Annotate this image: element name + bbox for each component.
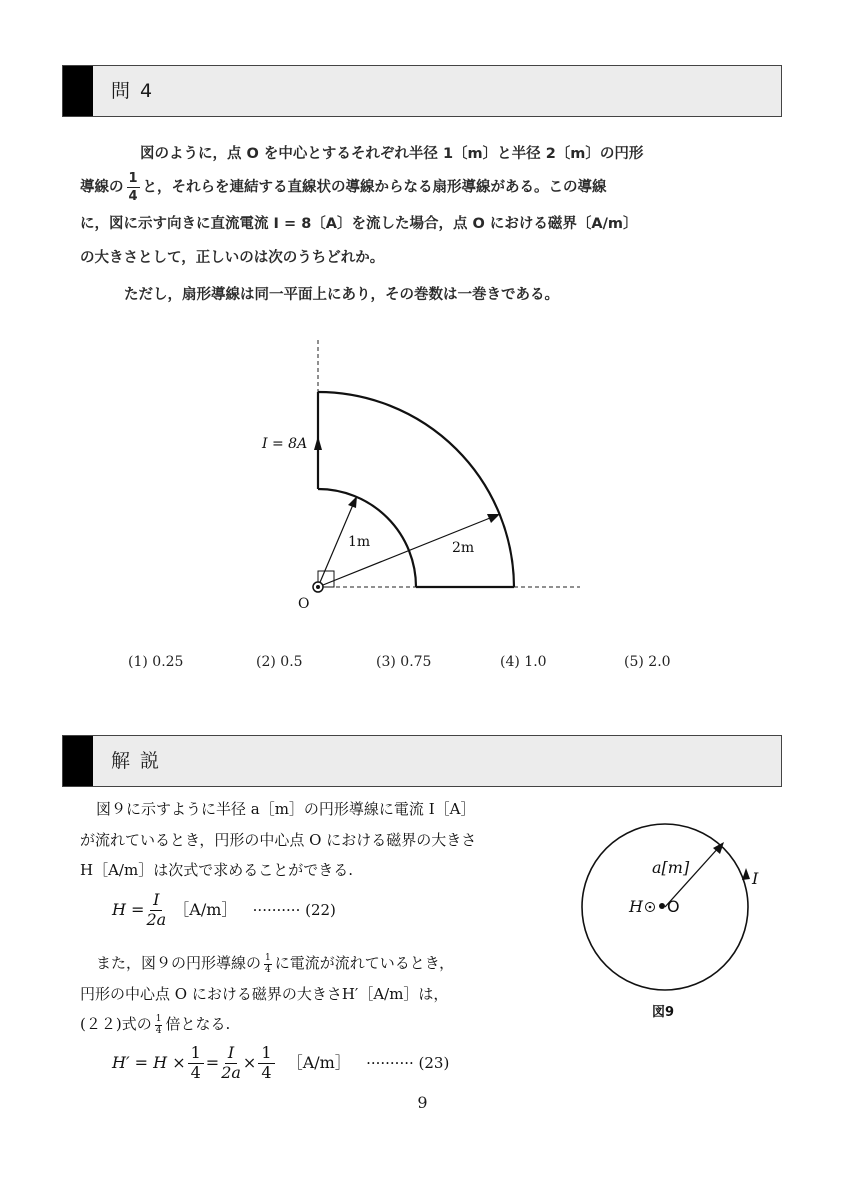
p2-line1-post: に電流が流れているとき， [274, 954, 455, 972]
choice-2[interactable] [256, 654, 303, 670]
eq23-unit: ［A/m］ [286, 1052, 351, 1072]
p2-line3-post: 倍となる. [165, 1015, 231, 1033]
question-title: 問 4 [111, 80, 155, 102]
question-header [62, 65, 782, 117]
equation-22 [112, 892, 336, 929]
question-line-1: 図のように，点 O を中心とするそれぞれ半径 1〔m〕と半径 2〔m〕の円形 [140, 146, 644, 162]
eq22-tag: ·········· (22) [252, 900, 336, 919]
choice-4[interactable] [500, 654, 547, 670]
eq23-fraction-1 [188, 1045, 204, 1082]
eq23-fraction-2 [221, 1045, 241, 1082]
eq23-tag: ·········· (23) [366, 1053, 450, 1072]
choice-1-number: (1) [128, 654, 148, 670]
radius-1m-label: 1m [348, 534, 371, 550]
page-number: 9 [417, 1093, 428, 1112]
sector-conductor-figure [230, 330, 590, 620]
center-dot-icon [659, 903, 665, 909]
fraction-denominator: 4 [128, 189, 138, 204]
eq23-f3-den: 4 [261, 1062, 272, 1082]
eq23-f2-num: I [225, 1045, 237, 1064]
field-symbol-H: H [629, 897, 643, 916]
current-direction-arrow-icon [742, 868, 750, 880]
eq23-f1-num: 1 [188, 1045, 204, 1064]
question-line-3: に，図に示す向きに直流電流 I = 8〔A〕を流した場合，点 O における磁界〔A/m〕 [80, 216, 638, 232]
fraction-numerator: 1 [128, 171, 138, 186]
choice-5-number: (5) [624, 654, 644, 670]
question-line-4: の大きさとして，正しいのは次のうちどれか。 [80, 250, 385, 266]
explanation-header [62, 735, 782, 787]
p2-line3-fraction [155, 1015, 163, 1036]
question-line-2-post: と，それらを連結する直線状の導線からなる扇形導線がある。この導線 [142, 179, 607, 196]
choice-3-value: 0.75 [400, 654, 432, 670]
figure9-caption: 図9 [652, 1005, 675, 1020]
eq23-f1-den: 4 [190, 1062, 201, 1082]
current-label: I = 8A [262, 436, 308, 452]
choice-5-value: 2.0 [648, 654, 671, 670]
eq22-lhs: H = [112, 899, 145, 919]
equation-23 [112, 1045, 449, 1082]
radius-1m-arrowhead-icon [348, 496, 357, 508]
eq22-unit: ［A/m］ [173, 899, 238, 919]
question-line-2-pre: 導線の [80, 179, 124, 196]
explanation-p1-line1: 図９に示すように半径 a［m］の円形導線に電流 I［A］ [96, 800, 476, 818]
eq23-lhs: H′ = H × [112, 1052, 186, 1072]
center-label-O: O [667, 897, 680, 916]
current-label-circle: I [752, 869, 759, 888]
choice-2-number: (2) [256, 654, 276, 670]
eq22-fraction [146, 892, 166, 929]
eq23-fraction-3 [258, 1045, 274, 1082]
origin-label: O [298, 596, 310, 612]
choice-3-number: (3) [376, 654, 396, 670]
radius-label: a[m] [652, 858, 690, 877]
circular-conductor-figure [572, 818, 762, 1028]
quarter-fraction [127, 172, 140, 203]
current-arrow-icon [314, 436, 322, 450]
choice-1[interactable] [128, 654, 183, 670]
p2-quarter-fraction [264, 954, 272, 975]
eq23-equals: = [205, 1052, 220, 1072]
p2-line3-frac-num: 1 [155, 1013, 162, 1024]
p2-line1-pre: また，図９の円形導線の [96, 954, 262, 972]
header-marker [63, 66, 93, 116]
p2-line3-pre: (２２)式の [80, 1015, 152, 1033]
eq23-times: × [242, 1052, 257, 1072]
question-line-5: ただし，扇形導線は同一平面上にあり，その巻数は一巻きである。 [124, 287, 559, 303]
eq22-numerator: I [150, 892, 162, 911]
outer-arc-2m [318, 392, 514, 587]
eq23-f2-den: 2a [221, 1062, 241, 1082]
explanation-p2-line2: 円形の中心点 O における磁界の大きさH′［A/m］は， [80, 985, 449, 1003]
p2-frac-den: 4 [265, 964, 271, 975]
eq22-denominator: 2a [146, 909, 167, 929]
choice-3[interactable] [376, 654, 431, 670]
explanation-p1-line3: H［A/m］は次式で求めることができる. [80, 861, 353, 879]
explanation-p2-line3 [80, 1013, 230, 1036]
choice-1-value: 0.25 [152, 654, 184, 670]
eq23-f3-num: 1 [258, 1045, 274, 1064]
explanation-title: 解 説 [111, 750, 162, 772]
p2-frac-num: 1 [265, 952, 271, 963]
choice-2-value: 0.5 [280, 654, 303, 670]
choice-5[interactable] [624, 654, 671, 670]
choice-4-value: 1.0 [524, 654, 547, 670]
explanation-p2-line1 [96, 952, 454, 975]
header-marker [63, 736, 93, 786]
p2-line3-frac-den: 4 [155, 1025, 162, 1036]
origin-dot [316, 585, 320, 589]
radius-2m-label: 2m [452, 540, 475, 556]
explanation-p1-line2: が流れているとき，円形の中心点 O における磁界の大きさ [80, 831, 477, 849]
field-out-dot [649, 906, 652, 909]
question-line-2 [80, 172, 750, 203]
choice-4-number: (4) [500, 654, 520, 670]
